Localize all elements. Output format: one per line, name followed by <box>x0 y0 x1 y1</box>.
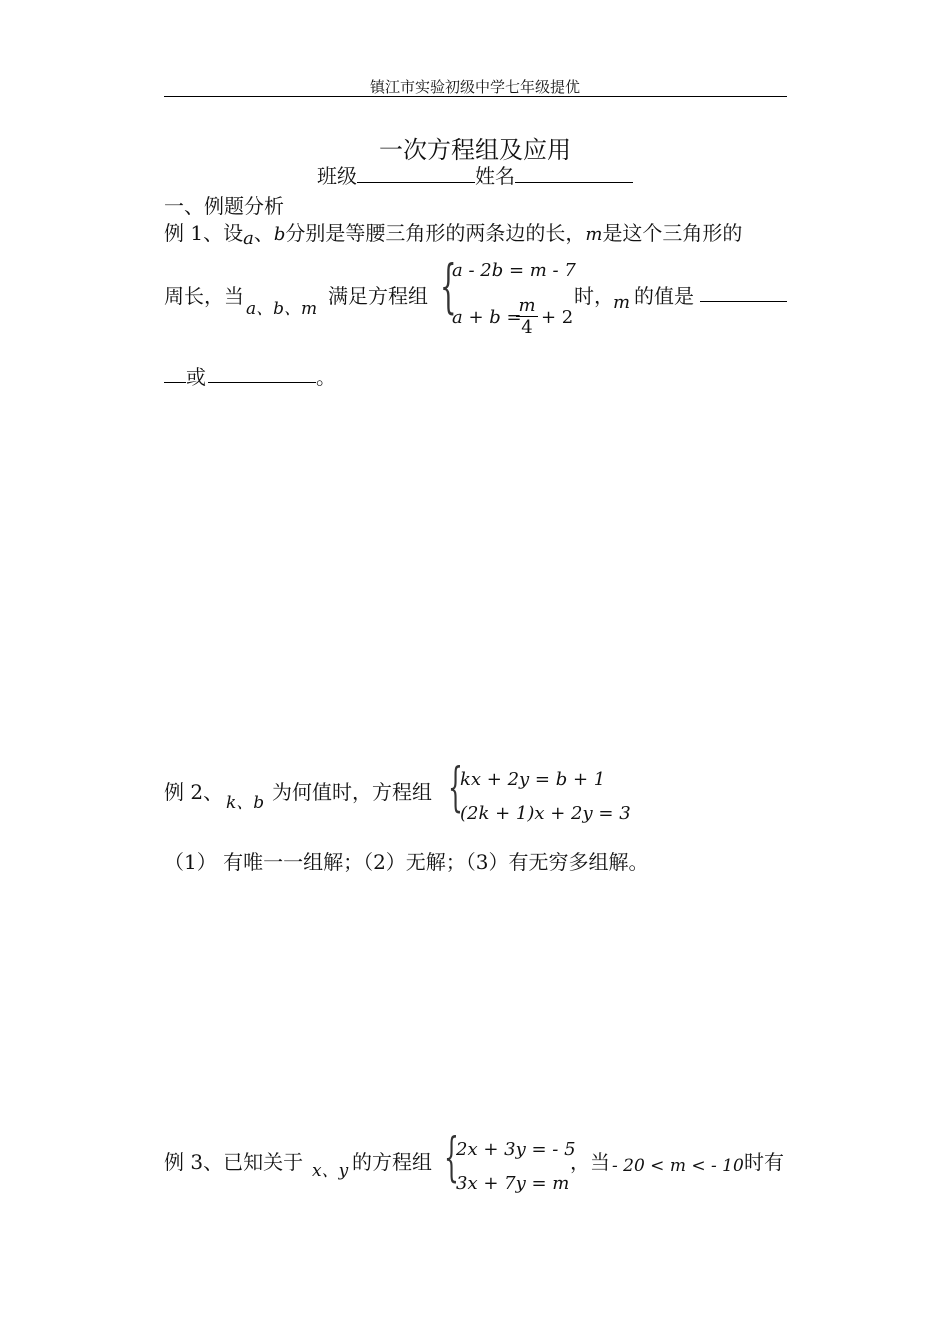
ex3-text2: ，当 <box>570 1150 610 1174</box>
ex1-eq1: a - 2b = m - 7 <box>452 260 576 281</box>
ex1-eq2-left: a + b = <box>452 307 522 328</box>
ex2-vars: k、b <box>226 793 265 813</box>
ex1-or: 或 <box>186 365 206 389</box>
ex1-text2: 是这个三角形的 <box>602 221 743 245</box>
example1-line1 <box>164 217 743 249</box>
brace-icon: { <box>448 758 463 818</box>
class-label: 班级 <box>317 164 357 188</box>
brace-icon: { <box>444 1128 459 1188</box>
ex3-inequality: - 20 < m < - 10 <box>612 1156 744 1176</box>
var-m2: m <box>613 292 631 313</box>
ex1-eq2-fraction <box>516 296 538 339</box>
ex3-text3: 时有 <box>744 1150 784 1174</box>
var-b: b <box>273 224 286 245</box>
var-a: a <box>243 228 254 249</box>
header-rule <box>164 96 787 97</box>
ex3-prefix: 例 3、已知关于 <box>164 1150 304 1174</box>
name-blank[interactable] <box>515 164 633 183</box>
ex3-vars: x、y <box>312 1161 349 1181</box>
ex1-eq2-right: + 2 <box>541 307 574 328</box>
ex2-prefix: 例 2、 <box>164 780 224 804</box>
var-m: m <box>585 224 603 245</box>
fraction-numerator: m <box>516 296 538 317</box>
ex1-text5: 的值是 <box>634 284 694 308</box>
ex1-sep: 、 <box>253 221 274 245</box>
ex1-vars-abm: a、b、m <box>246 299 318 319</box>
ex1-text1: 分别是等腰三角形的两条边的长， <box>285 221 586 245</box>
ex2-eq1: kx + 2y = b + 1 <box>460 769 606 790</box>
ex3-eq1: 2x + 3y = - 5 <box>456 1139 576 1160</box>
ex3-text1: 的方程组 <box>352 1150 432 1174</box>
ex2-text: 为何值时，方程组 <box>272 780 432 804</box>
ex2-subquestions: （1） 有唯一一组解；（2）无解；（3）有无穷多组解。 <box>164 850 649 874</box>
ex1-text4: 时， <box>574 284 614 308</box>
ex3-eq2: 3x + 7y = m <box>456 1173 570 1194</box>
ex2-eq2: (2k + 1)x + 2y = 3 <box>460 803 631 824</box>
class-name-row <box>0 160 950 189</box>
ex1-prefix: 例 1、设 <box>164 221 244 245</box>
answer-blank-2[interactable] <box>208 363 316 383</box>
section-heading: 一、例题分析 <box>164 194 284 218</box>
ex1-text3: 满足方程组 <box>328 284 428 308</box>
brace-icon: { <box>440 252 457 320</box>
page-header: 镇江市实验初级中学七年级提优 <box>369 78 580 96</box>
page-title: 一次方程组及应用 <box>379 136 571 164</box>
answer-blank-1[interactable] <box>700 282 787 302</box>
ex1-line2-prefix: 周长，当 <box>164 284 244 308</box>
fraction-denominator: 4 <box>521 317 533 338</box>
ex1-period: 。 <box>316 365 336 389</box>
name-label: 姓名 <box>475 164 515 188</box>
answer-blank-1-cont[interactable] <box>164 363 186 383</box>
class-blank[interactable] <box>357 164 475 183</box>
